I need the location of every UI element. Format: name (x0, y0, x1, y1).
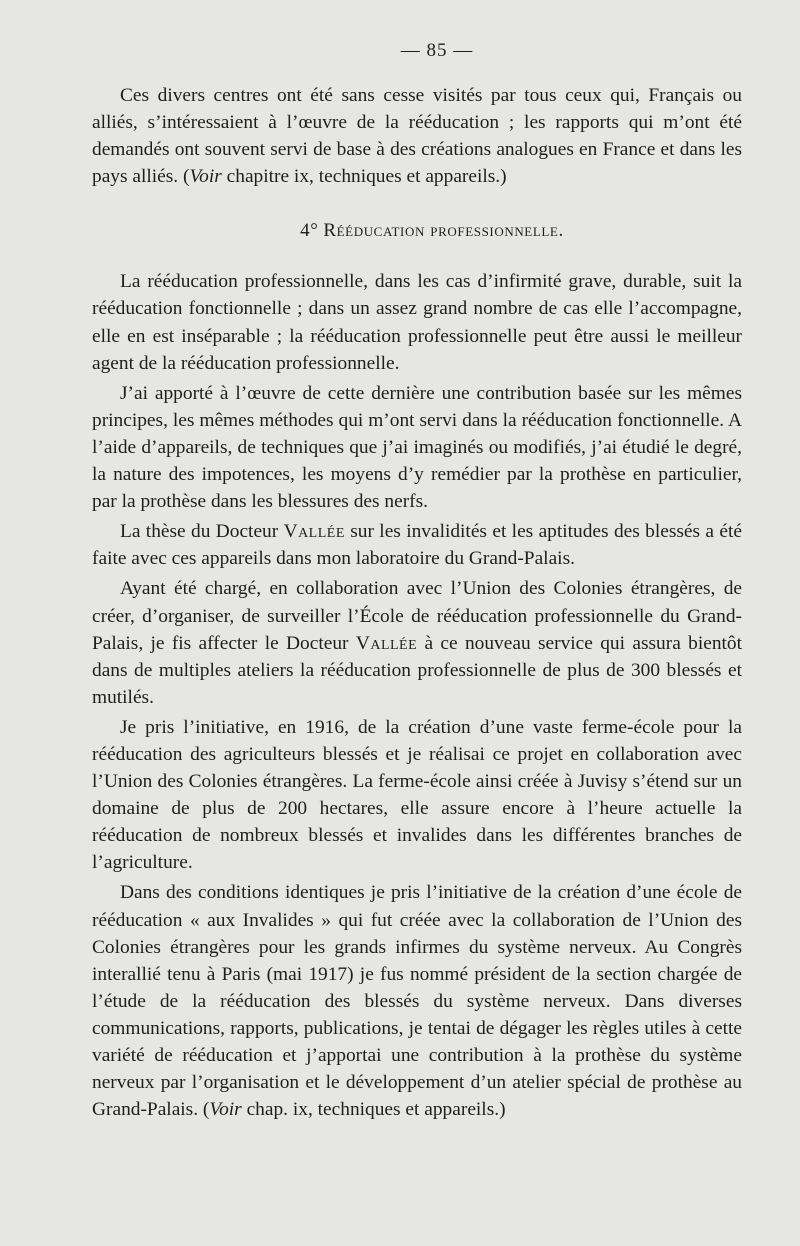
paragraph-1: La rééducation professionnelle, dans les cas d’infirmité grave, durable, suit la rééducation fonctionnelle ; dans un assez grand nombre de cas elle l’accompagne, elle en est inséparable ; la rééducation professionnelle peut être aussi le meilleur agent de la rééducation professionnelle. (92, 271, 742, 374)
p3-text-after: sur les invalidités et les aptitudes des blessés a été faite avec ces appareils dans mon laboratoire du Grand-Palais. (92, 521, 742, 570)
paragraph-3 (92, 518, 742, 572)
p4-text-after: à ce nouveau service qui assura bientôt dans de multiples ateliers la rééducation professionnelle de plus de 300 blessés et mutilés. (92, 632, 742, 708)
section-title-rest: ééducation professionnelle. (336, 220, 564, 242)
section-number: 4° (300, 220, 319, 242)
p4-author-name: Vallée (355, 632, 418, 654)
section-title (92, 220, 742, 242)
section-first-letter: R (323, 220, 337, 242)
p6-voir: Voir (209, 1099, 242, 1121)
p6-text-after: chap. ix, techniques et appareils.) (241, 1099, 506, 1121)
intro-voir: Voir (189, 166, 222, 188)
p4-text-before: Ayant été chargé, en collaboration avec l’Union des Colonies étrangères, de créer, d’organiser, de surveiller l’École de rééducation professionnelle du Grand-Palais, je fis affecter le Docteur (92, 578, 742, 654)
intro-paragraph (92, 82, 742, 190)
p6-text-before: Dans des conditions identiques je pris l’initiative de la création d’une école de rééducation « aux Invalides » qui fut créée avec la collaboration de l’Union des Colonies étrangères pour les grands infirmes du système nerveux. Au Congrès interallié tenu à Paris (mai 1917) je fus nommé président de la section chargée de l’étude de la rééducation des blessés du système nerveux. Dans diverses communications, rapports, publications, je tentai de dégager les règles utiles à cette variété de rééducation et j’apportai une contribution à la prothèse du système nerveux par l’organisation et le développement d’un atelier spécial de prothèse au Grand-Palais. ( (92, 882, 742, 1121)
paragraph-6 (92, 879, 742, 1123)
intro-text-after: chapitre ix, techniques et appareils.) (221, 166, 507, 188)
paragraph-2: J’ai apporté à l’œuvre de cette dernière une contribution basée sur les mêmes principes, les mêmes méthodes qui m’ont servi dans la rééducation fonctionnelle. A l’aide d’appareils, de techniques que j’ai imaginés ou modifiés, j’ai étudié le degré, la nature des impotences, les moyens d’y remédier par la prothèse en particulier, par la prothèse dans les blessures des nerfs. (92, 382, 742, 513)
p3-text-before: La thèse du Docteur (120, 521, 284, 543)
intro-text-before: Ces divers centres ont été sans cesse visités par tous ceux qui, Français ou alliés, s’intéressaient à l’œuvre de la rééducation ; les rapports qui m’ont été demandés ont souvent servi de base à des créations analogues en France et dans les pays alliés. ( (92, 85, 742, 188)
page-number: — 85 — (400, 40, 474, 61)
p3-author-name: Vallée (283, 521, 345, 543)
paragraph-4 (92, 575, 742, 710)
paragraph-5: Je pris l’initiative, en 1916, de la création d’une vaste ferme-école pour la rééducation des agriculteurs blessés et je réalisai ce projet en collaboration avec l’Union des Colonies étrangères. La ferme-école ainsi créée à Juvisy s’étend sur un domaine de plus de 200 hectares, elle assure encore à l’heure actuelle la rééducation de nombreux blessés et invalides dans les différentes branches de l’agriculture. (92, 716, 742, 874)
